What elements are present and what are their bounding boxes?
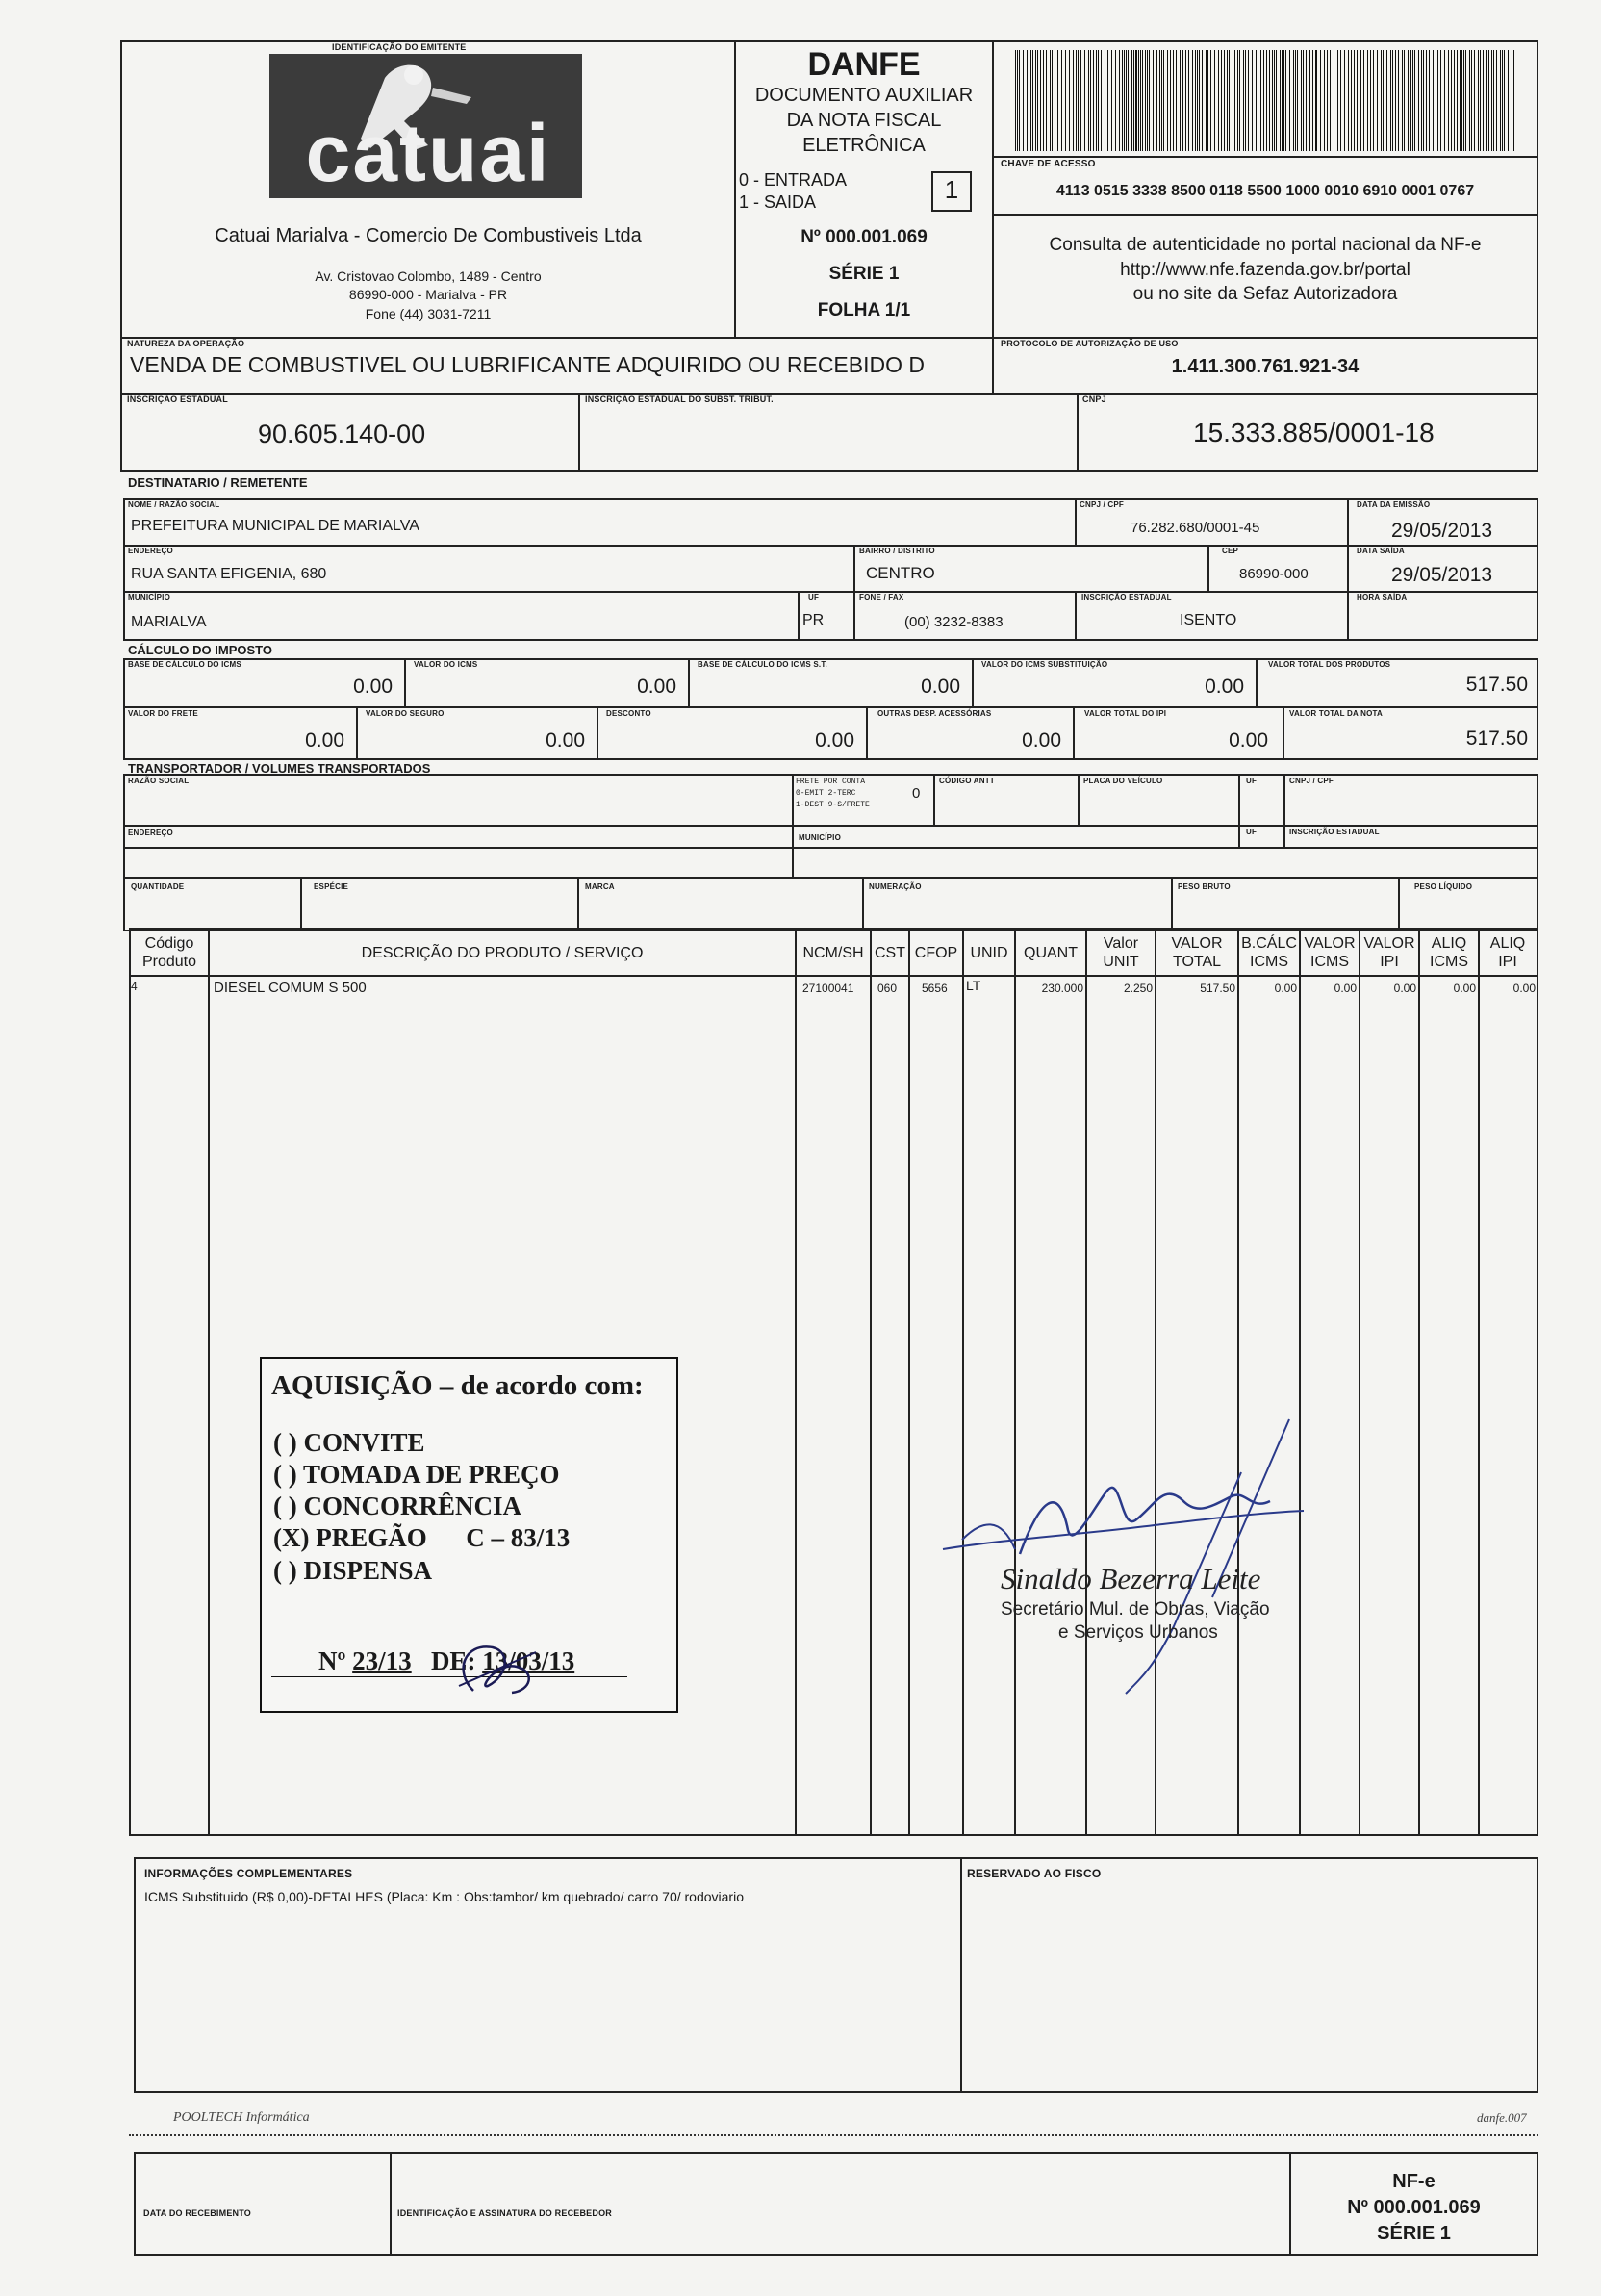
protocolo-label: PROTOCOLO DE AUTORIZAÇÃO DE USO xyxy=(1001,339,1179,348)
ie-st-label: INSCRIÇÃO ESTADUAL DO SUBST. TRIBUT. xyxy=(585,395,774,404)
total-prod: 517.50 xyxy=(1465,674,1528,696)
frete-label: VALOR DO FRETE xyxy=(128,709,198,718)
td-quant: 230.000 xyxy=(1041,982,1083,995)
transp-ie-label: INSCRIÇÃO ESTADUAL xyxy=(1289,828,1380,836)
danfe-subtitle-2: DA NOTA FISCAL xyxy=(786,110,942,131)
th-cfop: CFOP xyxy=(914,944,958,961)
stamp-opt-pregao: (X) PREGÃO C – 83/13 xyxy=(273,1523,571,1552)
stamp-numero: 23/13 xyxy=(352,1646,412,1675)
data-recebimento-label: DATA DO RECEBIMENTO xyxy=(143,2208,251,2218)
transp-razao-label: RAZÃO SOCIAL xyxy=(128,777,190,785)
signatory-role-1: Secretário Mul. de Obras, Viação xyxy=(1001,1599,1270,1620)
transp-municipio-label: MUNICÍPIO xyxy=(799,833,842,842)
th-quant: QUANT xyxy=(1024,944,1078,961)
barcode-icon xyxy=(1015,50,1517,151)
table-column-divider xyxy=(1418,928,1420,1836)
cnpj-label: CNPJ xyxy=(1082,395,1106,404)
dest-cnpj-label: CNPJ / CPF xyxy=(1080,500,1125,509)
bc-st: 0.00 xyxy=(921,676,960,698)
danfe-subtitle-1: DOCUMENTO AUXILIAR xyxy=(754,85,974,106)
stamp-initials-icon xyxy=(445,1633,550,1700)
table-column-divider xyxy=(908,928,910,1836)
frete-line-3: 1-DEST 9-S/FRETE xyxy=(796,801,870,809)
icms-st: 0.00 xyxy=(1205,676,1244,698)
table-column-divider xyxy=(1359,928,1360,1836)
bc-st-label: BASE DE CÁLCULO DO ICMS S.T. xyxy=(698,660,827,669)
td-ncm: 27100041 xyxy=(802,982,854,995)
dest-nome: PREFEITURA MUNICIPAL DE MARIALVA xyxy=(131,518,419,534)
icms: 0.00 xyxy=(637,676,676,698)
th-bc-icms: B.CÁLC ICMS xyxy=(1241,935,1297,970)
software-credit: POOLTECH Informática xyxy=(173,2110,310,2125)
total-nota-label: VALOR TOTAL DA NOTA xyxy=(1289,709,1383,718)
td-cfop: 5656 xyxy=(922,982,948,995)
stamp-opt-dispensa: ( ) DISPENSA xyxy=(273,1556,433,1585)
dest-hora-label: HORA SAÍDA xyxy=(1357,593,1408,601)
desconto-label: DESCONTO xyxy=(606,709,651,718)
stamp-opt-convite: ( ) CONVITE xyxy=(273,1428,425,1457)
stamp-opt-concorrencia: ( ) CONCORRÊNCIA xyxy=(273,1492,521,1520)
td-bc-icms: 0.00 xyxy=(1274,982,1297,995)
catuai-logo xyxy=(269,54,582,198)
th-valor-ipi: VALOR IPI xyxy=(1363,935,1415,970)
dest-endereco: RUA SANTA EFIGENIA, 680 xyxy=(131,566,327,582)
desconto: 0.00 xyxy=(815,729,854,752)
outras-label: OUTRAS DESP. ACESSÓRIAS xyxy=(877,709,992,718)
cnpj-value: 15.333.885/0001-18 xyxy=(1193,418,1435,447)
identificacao-recebedor-label: IDENTIFICAÇÃO E ASSINATURA DO RECEBEDOR xyxy=(397,2208,612,2218)
dest-municipio-label: MUNICÍPIO xyxy=(128,593,171,601)
ie-label: INSCRIÇÃO ESTADUAL xyxy=(127,395,228,404)
destinatario-section: DESTINATARIO / REMETENTE xyxy=(128,475,308,490)
frete-value: 0 xyxy=(912,785,921,802)
danfe-subtitle-3: ELETRÔNICA xyxy=(802,135,926,156)
peso-liquido-label: PESO LÍQUIDO xyxy=(1414,882,1473,891)
fisco-box xyxy=(960,1857,1538,2093)
danfe-model: danfe.007 xyxy=(1477,2110,1527,2125)
antt-label: CÓDIGO ANTT xyxy=(939,777,995,785)
total-prod-label: VALOR TOTAL DOS PRODUTOS xyxy=(1268,660,1391,669)
peso-bruto-label: PESO BRUTO xyxy=(1178,882,1231,891)
stamp-data-label: DE: xyxy=(411,1646,483,1675)
th-aliq-icms: ALIQ ICMS xyxy=(1430,935,1468,970)
ipi: 0.00 xyxy=(1229,729,1268,752)
especie-label: ESPÉCIE xyxy=(314,882,349,891)
dest-emissao-label: DATA DA EMISSÃO xyxy=(1357,500,1431,509)
dest-endereco-label: ENDEREÇO xyxy=(128,547,173,555)
bc-icms: 0.00 xyxy=(353,676,393,698)
td-unid: LT xyxy=(966,978,981,993)
ipi-label: VALOR TOTAL DO IPI xyxy=(1084,709,1167,718)
dest-emissao: 29/05/2013 xyxy=(1391,520,1493,542)
info-label: INFORMAÇÕES COMPLEMENTARES xyxy=(144,1867,353,1880)
imposto-section: CÁLCULO DO IMPOSTO xyxy=(128,643,272,657)
dest-nome-label: NOME / RAZÃO SOCIAL xyxy=(128,500,220,509)
transporte-section: TRANSPORTADOR / VOLUMES TRANSPORTADOS xyxy=(128,761,431,776)
transp-cnpj-label: CNPJ / CPF xyxy=(1289,777,1334,785)
danfe-saida: 1 - SAIDA xyxy=(739,192,817,212)
ie-value: 90.605.140-00 xyxy=(258,420,426,448)
dest-cnpj: 76.282.680/0001-45 xyxy=(1131,520,1260,536)
dest-cep-label: CEP xyxy=(1222,547,1239,555)
stamp-title: AQUISIÇÃO – de acordo com: xyxy=(271,1370,644,1401)
frete-line-2: 0-EMIT 2-TERC xyxy=(796,789,856,798)
dest-fone-label: FONE / FAX xyxy=(859,593,904,601)
td-valor-unit: 2.250 xyxy=(1123,982,1153,995)
dest-saida: 29/05/2013 xyxy=(1391,564,1493,586)
td-aliq-icms: 0.00 xyxy=(1453,982,1476,995)
total-nota: 517.50 xyxy=(1465,727,1528,750)
emitente-id-label: IDENTIFICAÇÃO DO EMITENTE xyxy=(332,42,467,52)
emitente-name: Catuai Marialva - Comercio De Combustiveis Ltda xyxy=(215,225,642,246)
consulta-line-2: http://www.nfe.fazenda.gov.br/portal xyxy=(1120,260,1410,280)
th-unid: UNID xyxy=(970,944,1008,961)
danfe-entrada: 0 - ENTRADA xyxy=(739,170,848,190)
consulta-line-1: Consulta de autenticidade no portal nacional da NF-e xyxy=(1049,235,1482,255)
numeracao-label: NUMERAÇÃO xyxy=(869,882,922,891)
td-descricao: DIESEL COMUM S 500 xyxy=(214,980,367,996)
seguro: 0.00 xyxy=(546,729,585,752)
table-column-divider xyxy=(795,928,797,1836)
transp-endereco-label: ENDEREÇO xyxy=(128,829,173,837)
signatory-role-2: e Serviços Urbanos xyxy=(1058,1622,1218,1643)
icms-label: VALOR DO ICMS xyxy=(414,660,478,669)
dest-cep: 86990-000 xyxy=(1239,566,1309,582)
chave-value: 4113 0515 3338 8500 0118 5500 1000 0010 6910 0001 0767 xyxy=(1055,183,1475,199)
td-valor-ipi: 0.00 xyxy=(1393,982,1416,995)
bc-icms-label: BASE DE CÁLCULO DO ICMS xyxy=(128,660,241,669)
td-valor-icms: 0.00 xyxy=(1334,982,1357,995)
dest-bairro: CENTRO xyxy=(866,564,935,582)
th-cst: CST xyxy=(875,944,905,961)
td-codigo: 4 xyxy=(131,980,138,993)
outras: 0.00 xyxy=(1022,729,1061,752)
dest-ie-label: INSCRIÇÃO ESTADUAL xyxy=(1081,593,1172,601)
danfe-title: DANFE xyxy=(807,46,921,83)
stamp-opt-tomada: ( ) TOMADA DE PREÇO xyxy=(273,1460,560,1489)
th-descricao: DESCRIÇÃO DO PRODUTO / SERVIÇO xyxy=(361,944,644,961)
fisco-label: RESERVADO AO FISCO xyxy=(967,1867,1102,1880)
stamp-data: 13/03/13 xyxy=(482,1646,575,1675)
danfe-numero: Nº 000.001.069 xyxy=(800,227,928,247)
th-valor-total: VALOR TOTAL xyxy=(1171,935,1223,970)
seguro-label: VALOR DO SEGURO xyxy=(366,709,445,718)
transp-uf-label: UF xyxy=(1246,777,1258,785)
dest-saida-label: DATA SAÍDA xyxy=(1357,547,1405,555)
danfe-tipo: 1 xyxy=(944,175,959,204)
emitente-phone: Fone (44) 3031-7211 xyxy=(365,306,492,321)
danfe-serie: SÉRIE 1 xyxy=(828,264,900,284)
cut-line xyxy=(129,2134,1538,2136)
dest-ie: ISENTO xyxy=(1180,612,1237,628)
consulta-line-3: ou no site da Sefaz Autorizadora xyxy=(1132,284,1398,304)
protocolo-value: 1.411.300.761.921-34 xyxy=(1171,356,1360,377)
transp-uf2-label: UF xyxy=(1246,828,1258,836)
canhoto-nfe: NF-e xyxy=(1392,2171,1436,2192)
chave-label: CHAVE DE ACESSO xyxy=(1001,159,1096,169)
quantidade-label: QUANTIDADE xyxy=(131,882,185,891)
td-cst: 060 xyxy=(877,982,898,995)
th-codigo: Código Produto xyxy=(141,935,197,970)
th-ncm: NCM/SH xyxy=(802,944,864,961)
signatory-name: Sinaldo Bezerra Leite xyxy=(1001,1562,1261,1595)
table-column-divider xyxy=(208,928,210,1836)
frete-line-1: FRETE POR CONTA xyxy=(796,778,866,786)
dest-uf: PR xyxy=(802,612,825,628)
aquisicao-stamp xyxy=(260,1357,678,1713)
dest-bairro-label: BAIRRO / DISTRITO xyxy=(859,547,935,555)
natureza-label: NATUREZA DA OPERAÇÃO xyxy=(127,339,245,348)
th-valor-icms: VALOR ICMS xyxy=(1304,935,1356,970)
dest-uf-label: UF xyxy=(808,593,820,601)
icms-st-label: VALOR DO ICMS SUBSTITUIÇÃO xyxy=(981,660,1108,669)
dest-municipio: MARIALVA xyxy=(131,614,207,630)
canhoto-numero: Nº 000.001.069 xyxy=(1347,2197,1481,2218)
td-aliq-ipi: 0.00 xyxy=(1512,982,1536,995)
emitente-address: Av. Cristovao Colombo, 1489 - Centro xyxy=(315,268,542,284)
table-column-divider xyxy=(1478,928,1480,1836)
th-valor-unit: Valor UNIT xyxy=(1103,935,1139,970)
stamp-numero-label: Nº xyxy=(318,1646,353,1675)
marca-label: MARCA xyxy=(585,882,615,891)
barcode xyxy=(1015,50,1517,151)
dest-fone: (00) 3232-8383 xyxy=(904,614,1004,630)
natureza-value: VENDA DE COMBUSTIVEL OU LUBRIFICANTE ADQUIRIDO OU RECEBIDO D xyxy=(130,352,926,377)
logo-text: catuai xyxy=(305,108,551,198)
canhoto-serie: SÉRIE 1 xyxy=(1377,2223,1451,2244)
td-valor-total: 517.50 xyxy=(1200,982,1235,995)
frete: 0.00 xyxy=(305,729,344,752)
info-text: ICMS Substituido (R$ 0,00)-DETALHES (Placa: Km : Obs:tambor/ km quebrado/ carro 70/ rodoviario xyxy=(144,1889,744,1904)
th-aliq-ipi: ALIQ IPI xyxy=(1489,935,1526,970)
table-column-divider xyxy=(870,928,872,1836)
danfe-folha: FOLHA 1/1 xyxy=(817,300,911,320)
ie-st-box xyxy=(578,393,1079,472)
emitente-cep-city: 86990-000 - Marialva - PR xyxy=(348,287,508,302)
placa-label: PLACA DO VEÍCULO xyxy=(1083,777,1163,785)
